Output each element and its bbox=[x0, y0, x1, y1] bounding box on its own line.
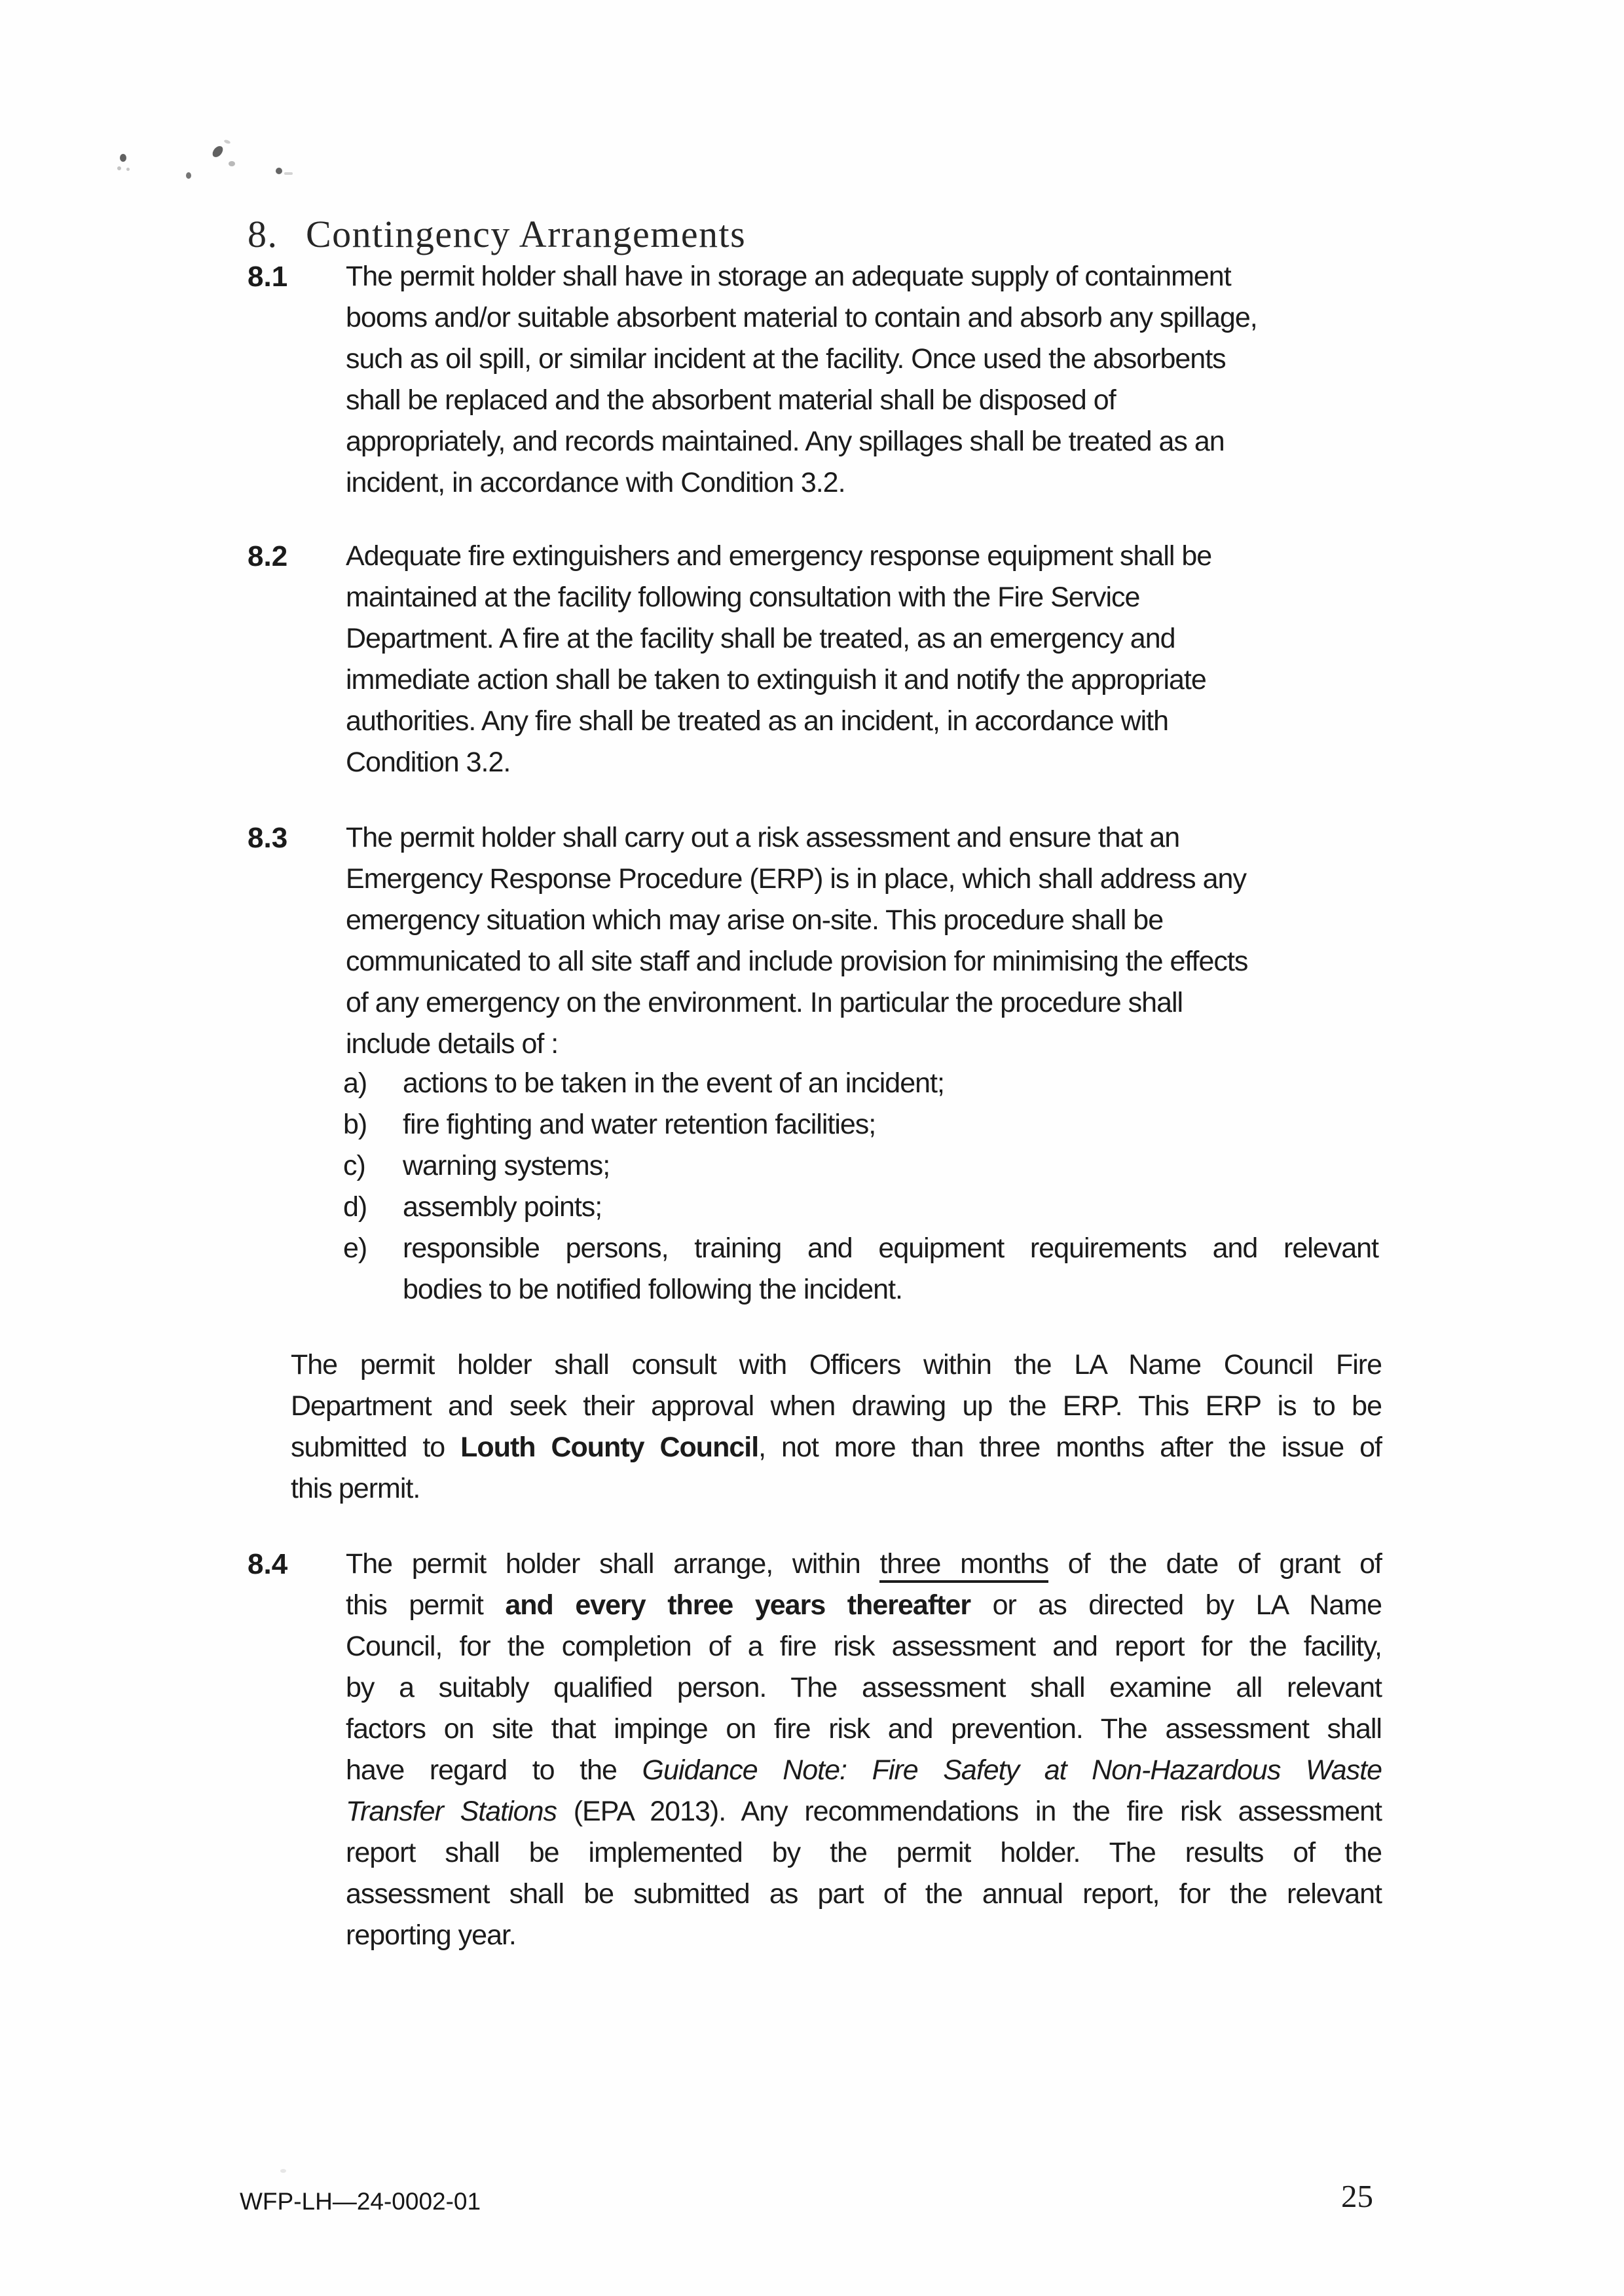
scan-speckle bbox=[223, 139, 231, 144]
text-line bbox=[346, 941, 1382, 982]
list-item bbox=[343, 1228, 1378, 1310]
text-run: appropriately, and records maintained. Any spillages shall be treated as an bbox=[346, 426, 1225, 457]
text-run: this permit bbox=[346, 1589, 506, 1621]
styled-text-run: Transfer Stations bbox=[346, 1796, 557, 1827]
text-line bbox=[291, 1386, 1382, 1427]
section-number: 8.4 bbox=[248, 1548, 288, 1580]
text-line bbox=[291, 1344, 1382, 1386]
scan-speckle bbox=[117, 166, 121, 170]
list-item-text bbox=[403, 1104, 1378, 1145]
text-run: , not more than three months after the issue of bbox=[758, 1432, 1382, 1463]
text-line bbox=[346, 742, 1382, 783]
text-line bbox=[346, 701, 1382, 742]
section-heading bbox=[248, 213, 746, 255]
scan-speckle bbox=[211, 144, 224, 159]
text-run: by a suitably qualified person. The assessment shall examine all relevant bbox=[346, 1672, 1382, 1703]
text-run: of the date of grant of bbox=[1048, 1548, 1382, 1580]
scan-speckle bbox=[229, 161, 235, 166]
section-number: 8.1 bbox=[248, 261, 288, 293]
scan-speckle bbox=[126, 168, 130, 171]
styled-text-run: and every three years thereafter bbox=[505, 1589, 971, 1621]
text-run: warning systems; bbox=[403, 1150, 610, 1181]
text-line bbox=[346, 536, 1382, 577]
scan-speckle bbox=[120, 154, 126, 162]
styled-text-run: Guidance Note: Fire Safety at Non-Hazardous Waste bbox=[642, 1754, 1382, 1786]
text-run: Department. A fire at the facility shall be treated, as an emergency and bbox=[346, 623, 1175, 654]
text-run: authorities. Any fire shall be treated as an incident, in accordance with bbox=[346, 705, 1168, 737]
scan-speckle bbox=[284, 172, 293, 175]
section-8-1 bbox=[248, 256, 1382, 504]
text-run: The permit holder shall consult with Officers within the LA Name Council Fire bbox=[291, 1349, 1382, 1380]
section-heading-number: 8. bbox=[248, 213, 278, 255]
text-line bbox=[346, 1832, 1382, 1874]
list-item bbox=[343, 1104, 1378, 1145]
text-line bbox=[346, 859, 1382, 900]
text-run: immediate action shall be taken to extinguish it and notify the appropriate bbox=[346, 664, 1206, 695]
text-line bbox=[403, 1269, 1378, 1310]
section-number: 8.3 bbox=[248, 822, 288, 854]
section-8-2 bbox=[248, 536, 1382, 783]
scan-speckle bbox=[276, 168, 282, 174]
text-run: assembly points; bbox=[403, 1191, 602, 1223]
text-run: The permit holder shall arrange, within bbox=[346, 1548, 880, 1580]
text-run: responsible persons, training and equipment requirements and relevant bbox=[403, 1232, 1378, 1264]
text-line bbox=[291, 1468, 1382, 1509]
text-line bbox=[346, 1750, 1382, 1791]
text-run: communicated to all site staff and include provision for minimising the effects bbox=[346, 946, 1248, 977]
text-run: Council, for the completion of a fire risk assessment and report for the facility, bbox=[346, 1631, 1382, 1662]
text-run: incident, in accordance with Condition 3.2. bbox=[346, 467, 845, 498]
list-item-label: e) bbox=[343, 1232, 367, 1264]
text-run: have regard to the bbox=[346, 1754, 642, 1786]
text-run: such as oil spill, or similar incident at the facility. Once used the absorbents bbox=[346, 343, 1226, 375]
section-body bbox=[346, 1544, 1382, 1956]
text-run: or as directed by LA Name bbox=[970, 1589, 1382, 1621]
text-line bbox=[346, 1626, 1382, 1667]
text-run: fire fighting and water retention facilities; bbox=[403, 1109, 876, 1140]
text-run: of any emergency on the environment. In particular the procedure shall bbox=[346, 987, 1183, 1018]
text-line bbox=[346, 1544, 1382, 1585]
text-line bbox=[346, 982, 1382, 1024]
styled-text-run: Louth County Council bbox=[460, 1432, 759, 1463]
text-line bbox=[346, 1024, 1382, 1065]
list-item bbox=[343, 1187, 1378, 1228]
text-line bbox=[346, 1667, 1382, 1709]
text-run: assessment shall be submitted as part of the annual report, for the relevant bbox=[346, 1878, 1382, 1910]
text-line bbox=[346, 1585, 1382, 1626]
list-item-label: d) bbox=[343, 1191, 367, 1223]
list-item bbox=[343, 1063, 1378, 1104]
text-line bbox=[346, 380, 1382, 421]
text-run: include details of : bbox=[346, 1028, 559, 1060]
text-line bbox=[403, 1104, 1378, 1145]
text-run: emergency situation which may arise on-site. This procedure shall be bbox=[346, 904, 1164, 936]
list-item-text bbox=[403, 1145, 1378, 1187]
list-item-text bbox=[403, 1228, 1378, 1310]
text-run: factors on site that impinge on fire risk and prevention. The assessment shall bbox=[346, 1713, 1382, 1745]
text-line bbox=[346, 462, 1382, 504]
text-run: Condition 3.2. bbox=[346, 747, 511, 778]
page-number: 25 bbox=[1341, 2178, 1373, 2214]
text-line bbox=[346, 1915, 1382, 1956]
section-8-4 bbox=[248, 1544, 1382, 1956]
text-line bbox=[403, 1228, 1378, 1269]
scan-speckle bbox=[186, 172, 191, 179]
text-line bbox=[403, 1063, 1378, 1104]
text-run: Emergency Response Procedure (ERP) is in place, which shall address any bbox=[346, 863, 1246, 895]
text-run: maintained at the facility following consultation with the Fire Service bbox=[346, 582, 1140, 613]
text-line bbox=[403, 1145, 1378, 1187]
text-line bbox=[291, 1427, 1382, 1468]
text-run: this permit. bbox=[291, 1473, 420, 1504]
text-line bbox=[346, 256, 1382, 297]
list-item-text bbox=[403, 1187, 1378, 1228]
text-line bbox=[346, 618, 1382, 659]
styled-text-run: three months bbox=[879, 1548, 1048, 1583]
list-item-label: a) bbox=[343, 1067, 367, 1099]
text-run: bodies to be notified following the incident. bbox=[403, 1274, 902, 1305]
text-run: actions to be taken in the event of an incident; bbox=[403, 1067, 944, 1099]
text-line bbox=[346, 339, 1382, 380]
section-number: 8.2 bbox=[248, 540, 288, 572]
text-run: The permit holder shall carry out a risk assessment and ensure that an bbox=[346, 822, 1180, 853]
text-line bbox=[346, 297, 1382, 339]
procedure-details-list bbox=[343, 1063, 1378, 1310]
list-item-label: c) bbox=[343, 1150, 365, 1181]
text-run: booms and/or suitable absorbent material to contain and absorb any spillage, bbox=[346, 302, 1257, 333]
section-body bbox=[346, 536, 1382, 783]
text-line bbox=[346, 577, 1382, 618]
section-heading-title: Contingency Arrangements bbox=[306, 213, 747, 255]
text-run: shall be replaced and the absorbent material shall be disposed of bbox=[346, 384, 1116, 416]
section-body bbox=[346, 256, 1382, 504]
text-line bbox=[403, 1187, 1378, 1228]
text-run: submitted to bbox=[291, 1432, 461, 1463]
text-run: The permit holder shall have in storage an adequate supply of containment bbox=[346, 261, 1231, 292]
text-run: Adequate fire extinguishers and emergency response equipment shall be bbox=[346, 540, 1212, 572]
text-line bbox=[346, 900, 1382, 941]
text-run: report shall be implemented by the permit holder. The results of the bbox=[346, 1837, 1382, 1868]
text-line bbox=[346, 1791, 1382, 1832]
section-8-3 bbox=[248, 817, 1382, 1065]
list-item bbox=[343, 1145, 1378, 1187]
text-line bbox=[346, 421, 1382, 462]
erp-consultation-paragraph bbox=[291, 1344, 1382, 1509]
text-line bbox=[346, 1874, 1382, 1915]
scan-speckle bbox=[280, 2169, 286, 2173]
text-line bbox=[346, 659, 1382, 701]
document-reference: WFP-LH—24-0002-01 bbox=[240, 2188, 481, 2215]
list-item-text bbox=[403, 1063, 1378, 1104]
text-run: reporting year. bbox=[346, 1919, 516, 1951]
section-body bbox=[346, 817, 1382, 1065]
text-line bbox=[346, 1709, 1382, 1750]
list-item-label: b) bbox=[343, 1109, 367, 1140]
text-run: Department and seek their approval when drawing up the ERP. This ERP is to be bbox=[291, 1390, 1382, 1422]
text-run: (EPA 2013). Any recommendations in the fire risk assessment bbox=[557, 1796, 1382, 1827]
text-line bbox=[346, 817, 1382, 859]
